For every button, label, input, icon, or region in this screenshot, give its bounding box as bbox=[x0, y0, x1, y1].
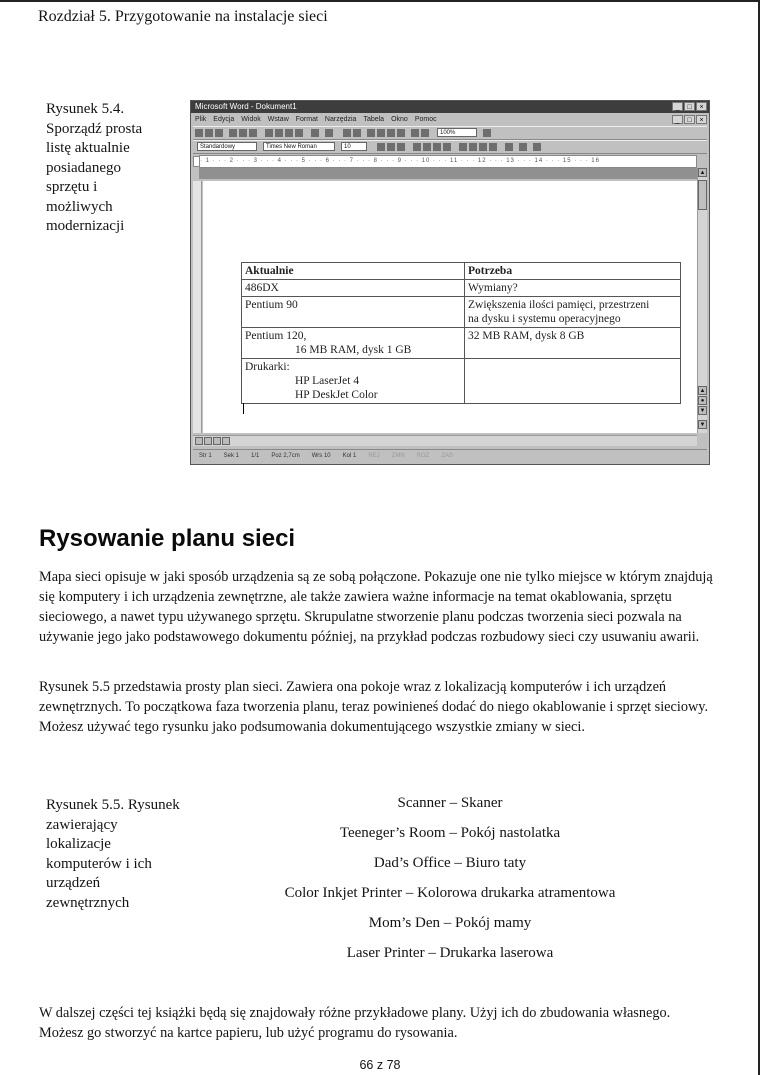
highlight-icon[interactable] bbox=[519, 143, 527, 151]
status-page: Str 1 bbox=[199, 453, 212, 459]
status-bar bbox=[193, 449, 707, 463]
vertical-ruler bbox=[193, 181, 202, 433]
paste-icon[interactable] bbox=[285, 129, 293, 137]
print-view-icon[interactable] bbox=[213, 437, 221, 445]
save-icon[interactable] bbox=[215, 129, 223, 137]
bullets-icon[interactable] bbox=[469, 143, 477, 151]
legend-item: Mom’s Den – Pokój mamy bbox=[368, 915, 532, 931]
increase-indent-icon[interactable] bbox=[489, 143, 497, 151]
bold-icon[interactable] bbox=[377, 143, 385, 151]
spelling-icon[interactable] bbox=[249, 129, 257, 137]
show-hide-icon[interactable] bbox=[421, 129, 429, 137]
word-window bbox=[190, 100, 710, 465]
style-select[interactable]: Standardowy bbox=[197, 142, 257, 151]
undo-icon[interactable] bbox=[311, 129, 319, 137]
copy-icon[interactable] bbox=[275, 129, 283, 137]
table-cell bbox=[242, 280, 465, 297]
drawing-icon[interactable] bbox=[397, 129, 405, 137]
web-view-icon[interactable] bbox=[204, 437, 212, 445]
insert-table-icon[interactable] bbox=[367, 129, 375, 137]
table-header-current: Aktualnie bbox=[242, 263, 465, 280]
table-row bbox=[242, 297, 681, 328]
figure-5-5-legend bbox=[200, 793, 700, 973]
cell-line: HP LaserJet 4 bbox=[295, 375, 360, 387]
cell-line: HP DeskJet Color bbox=[295, 389, 378, 401]
horizontal-ruler[interactable]: · 1 · · · 2 · · · 3 · · · 4 · · · 5 · · · 6 · · · 7 · · · 8 · · · 9 · · · 10 · · · 11 · · · 12 · · · 13 · · · 14 · · · 15 · · · 16 bbox=[199, 155, 697, 168]
doc-minimize-icon[interactable]: _ bbox=[672, 115, 683, 124]
insert-excel-icon[interactable] bbox=[377, 129, 385, 137]
align-left-icon[interactable] bbox=[413, 143, 421, 151]
maximize-icon[interactable]: □ bbox=[684, 102, 695, 111]
minimize-icon[interactable]: _ bbox=[672, 102, 683, 111]
legend-item: Dad’s Office – Biuro taty bbox=[373, 855, 527, 871]
outline-view-icon[interactable] bbox=[222, 437, 230, 445]
legend-item: Laser Printer – Drukarka laserowa bbox=[346, 945, 554, 961]
scroll-up-icon[interactable]: ▲ bbox=[699, 388, 706, 394]
word-title-bar bbox=[191, 101, 709, 113]
font-select[interactable]: Times New Roman bbox=[263, 142, 335, 151]
scroll-thumb[interactable] bbox=[698, 180, 707, 210]
menu-format[interactable]: Format bbox=[295, 116, 318, 123]
table-row bbox=[242, 263, 681, 280]
cut-icon[interactable] bbox=[265, 129, 273, 137]
vertical-scrollbar[interactable] bbox=[697, 168, 707, 433]
italic-icon[interactable] bbox=[387, 143, 395, 151]
table-cell bbox=[242, 297, 465, 328]
scroll-down-icon[interactable]: ▼ bbox=[699, 422, 706, 428]
font-size-select[interactable]: 10 bbox=[341, 142, 367, 151]
align-right-icon[interactable] bbox=[433, 143, 441, 151]
columns-icon[interactable] bbox=[387, 129, 395, 137]
paragraph: W dalszej części tej książki będą się znajdowały różne przykładowe plany. Użyj ich do zbudowania własnego. Możesz go stworzyć na kartce papieru, lub użyć programu do rysowania. bbox=[39, 1005, 671, 1041]
status-mode-ovr[interactable]: ZAS bbox=[441, 453, 453, 459]
doc-close-icon[interactable]: × bbox=[696, 115, 707, 124]
scroll-up-icon[interactable]: ▲ bbox=[699, 170, 706, 176]
cell-line: Zwiększenia ilości pamięci, przestrzeni bbox=[468, 299, 650, 311]
select-browse-object-icon[interactable]: ● bbox=[698, 396, 707, 405]
table-cell bbox=[465, 297, 681, 328]
status-pages: 1/1 bbox=[251, 453, 260, 459]
menu-table[interactable]: Tabela bbox=[363, 116, 385, 123]
hyperlink-icon[interactable] bbox=[343, 129, 351, 137]
table-cell bbox=[465, 328, 681, 359]
ruler-margin-strip bbox=[199, 168, 697, 179]
word-title: Microsoft Word - Dokument1 bbox=[195, 102, 297, 111]
status-mode-trk[interactable]: ZMN bbox=[391, 453, 405, 459]
menu-edit[interactable]: Edycja bbox=[213, 116, 235, 123]
cell-line: Pentium 120, bbox=[245, 330, 307, 342]
menu-view[interactable]: Widok bbox=[241, 116, 261, 123]
numbering-icon[interactable] bbox=[459, 143, 467, 151]
cell-line: Wymiany? bbox=[468, 282, 518, 294]
table-row bbox=[242, 359, 681, 404]
cell-line: Pentium 90 bbox=[245, 299, 298, 311]
menu-window[interactable]: Okno bbox=[391, 116, 408, 123]
doc-restore-icon[interactable]: □ bbox=[684, 115, 695, 124]
page-border bbox=[0, 0, 760, 2]
preview-icon[interactable] bbox=[239, 129, 247, 137]
help-icon[interactable] bbox=[483, 129, 491, 137]
new-doc-icon[interactable] bbox=[195, 129, 203, 137]
borders-icon[interactable] bbox=[505, 143, 513, 151]
table-cell bbox=[465, 280, 681, 297]
table-cell bbox=[465, 359, 681, 404]
word-menu-bar bbox=[191, 114, 709, 125]
horizontal-scrollbar[interactable] bbox=[193, 435, 697, 446]
hardware-table bbox=[241, 262, 681, 404]
normal-view-icon[interactable] bbox=[195, 437, 203, 445]
menu-file[interactable]: Plik bbox=[195, 116, 207, 123]
underline-icon[interactable] bbox=[397, 143, 405, 151]
legend-item: Scanner – Skaner bbox=[397, 795, 503, 811]
close-icon[interactable]: × bbox=[696, 102, 707, 111]
paragraph: Mapa sieci opisuje w jaki sposób urządzenia są ze sobą połączone. Pokazuje one nie tylko miejsce w którym znajdują się komputery i ich urządzenia zewnętrzne, ale także zawiera ważne informacje na temat okablowania, sprzętu sieciowego, a nawet typu używanego sprzętu. Skrupulatne stworzenie planu podczas tworzenia sieci pozwala na używanie jego jako podstawowego dokumentu później, na przykład podczas rozbudowy sieci czy usuwaniu awarii. bbox=[39, 569, 713, 645]
document-area[interactable] bbox=[203, 181, 697, 433]
cell-line: 486DX bbox=[245, 282, 279, 294]
table-header-needed: Potrzeba bbox=[465, 263, 681, 280]
decrease-indent-icon[interactable] bbox=[479, 143, 487, 151]
justify-icon[interactable] bbox=[443, 143, 451, 151]
document-map-icon[interactable] bbox=[411, 129, 419, 137]
status-mode-rec[interactable]: REJ bbox=[368, 453, 380, 459]
cell-line: Drukarki: bbox=[245, 361, 290, 373]
table-cell bbox=[242, 359, 465, 404]
table-row bbox=[242, 280, 681, 297]
page-down-icon[interactable]: ▼ bbox=[699, 408, 706, 414]
cell-line: 32 MB RAM, dysk 8 GB bbox=[468, 330, 585, 342]
format-painter-icon[interactable] bbox=[295, 129, 303, 137]
zoom-select[interactable]: 100% bbox=[437, 128, 477, 137]
page-number: 66 z 78 bbox=[359, 1058, 401, 1072]
print-icon[interactable] bbox=[229, 129, 237, 137]
legend-item: Color Inkjet Printer – Kolorowa drukarka atramentowa bbox=[284, 885, 616, 901]
legend-item: Teeneger’s Room – Pokój nastolatka bbox=[339, 825, 561, 841]
cell-line: na dysku i systemu operacyjnego bbox=[468, 313, 621, 325]
chapter-header: Rozdział 5. Przygotowanie na instalacje sieci bbox=[38, 8, 328, 25]
status-mode-ext[interactable]: ROZ bbox=[416, 453, 430, 459]
font-color-icon[interactable] bbox=[533, 143, 541, 151]
paragraph: Rysunek 5.5 przedstawia prosty plan sieci. Zawiera ona pokoje wraz z lokalizacją komputerów i ich urządzeń zewnętrznych. To początkowa faza tworzenia planu, teraz powinieneś dodać do niego okablowanie i sprzęt sieciowy. Możesz używać tego rysunku jako podsumowania dokumentującego wszystkie zmiany w sieci. bbox=[39, 679, 709, 735]
status-line: Wrs 10 bbox=[311, 453, 331, 459]
figure-5-4-caption: Rysunek 5.4. Sporządź prosta listę aktualnie posiadanego sprzętu i możliwych modernizacji bbox=[46, 101, 143, 234]
menu-tools[interactable]: Narzędzia bbox=[324, 116, 357, 123]
status-position: Poz 2,7cm bbox=[271, 453, 300, 459]
align-center-icon[interactable] bbox=[423, 143, 431, 151]
tables-borders-icon[interactable] bbox=[353, 129, 361, 137]
figure-5-5-caption: Rysunek 5.5. Rysunek zawierający lokalizacje komputerów i ich urządzeń zewnętrznych bbox=[46, 797, 180, 911]
menu-insert[interactable]: Wstaw bbox=[267, 116, 289, 123]
open-icon[interactable] bbox=[205, 129, 213, 137]
table-cell bbox=[242, 328, 465, 359]
standard-toolbar bbox=[193, 126, 707, 140]
status-section: Sek 1 bbox=[223, 453, 240, 459]
text-cursor bbox=[243, 403, 244, 414]
section-heading: Rysowanie planu sieci bbox=[39, 525, 296, 552]
cell-line: 16 MB RAM, dysk 1 GB bbox=[295, 344, 412, 356]
status-column: Kol 1 bbox=[342, 453, 357, 459]
redo-icon[interactable] bbox=[325, 129, 333, 137]
menu-help[interactable]: Pomoc bbox=[414, 116, 437, 123]
formatting-toolbar bbox=[193, 140, 707, 154]
table-row bbox=[242, 328, 681, 359]
